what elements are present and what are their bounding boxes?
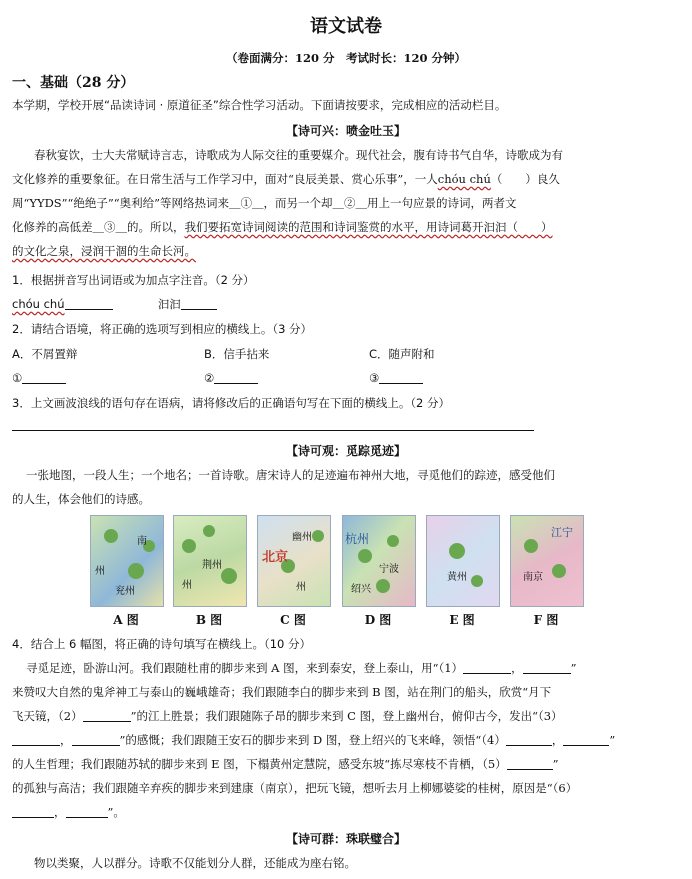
map-c bbox=[257, 515, 331, 607]
part2-line-2: 的人生，体会他们的诗感。 bbox=[12, 492, 150, 506]
pinyin-word: chóu chú bbox=[437, 172, 491, 186]
q2-blank-1[interactable] bbox=[22, 370, 66, 384]
map-c-place-1: 北京 bbox=[262, 550, 289, 565]
q4-line-4: ， ”的感慨；我们跟随王安石的脚步来到 D 图，登上绍兴的飞来峰，领悟“（4） ， ” bbox=[12, 732, 680, 748]
q4-blank-6a[interactable] bbox=[12, 804, 54, 818]
q4-line-1: 寻觅足迹，卧游山河。我们跟随杜甫的脚步来到 A 图，来到泰安，登上泰山，用“（1） ， ” bbox=[26, 661, 577, 675]
q4-line-2: 来赞叹大自然的鬼斧神工与泰山的巍峨雄奇；我们跟随李白的脚步来到 B 图，站在荆门的船头，欣赏“月下 bbox=[12, 685, 552, 699]
part1-line-5 bbox=[12, 243, 680, 259]
q4-text: 4．结合上 6 幅图，将正确的诗句填写在横线上。（10 分） bbox=[12, 637, 311, 651]
map-b bbox=[173, 515, 247, 607]
map-f-place-1: 江宁 bbox=[551, 526, 573, 539]
map-d-place-3: 绍兴 bbox=[351, 584, 371, 595]
q4-line-3 bbox=[12, 708, 680, 724]
part1-line-4 bbox=[12, 219, 680, 235]
map-d bbox=[342, 515, 416, 607]
q4-blank-1b[interactable] bbox=[523, 660, 571, 674]
q4-line-3-a: 飞天镜，（2） bbox=[12, 709, 83, 723]
map-b-place-2: 州 bbox=[182, 580, 192, 591]
map-f-place-2: 南京 bbox=[523, 572, 543, 583]
section-heading: 一、基础（28 分） bbox=[12, 75, 135, 91]
part1-line-2-text: 文化修养的重要象征。在日常生活与工作学习中，面对“良辰美景、赏心乐事”，一人 bbox=[12, 172, 438, 186]
q4-blank-3b[interactable] bbox=[72, 732, 120, 746]
map-d-place-1: 杭州 bbox=[345, 532, 370, 546]
q1-item-2: 汩汩 bbox=[157, 297, 181, 311]
map-f bbox=[510, 515, 584, 607]
q1-item-1: chóu chú bbox=[12, 297, 65, 311]
map-a-place-1: 南 bbox=[137, 536, 147, 547]
map-b-place-1: 荆州 bbox=[202, 560, 222, 571]
map-e bbox=[426, 515, 500, 607]
q4-blank-5[interactable] bbox=[507, 756, 553, 770]
q4-line-4-text: ”的感慨；我们跟随王安石的脚步来到 D 图，登上绍兴的飞来峰，领悟“（4） bbox=[119, 733, 506, 747]
map-c-label: C 图 bbox=[280, 613, 306, 627]
part3-title: 【诗可群：珠联璧合】 bbox=[285, 832, 406, 846]
q4-line-5-text: 的人生哲理；我们跟随苏轼的脚步来到 E 图，下榻黄州定慧院，感受东坡“拣尽寒枝不肯栖，（5） bbox=[12, 757, 507, 771]
map-d-label: D 图 bbox=[364, 613, 392, 627]
q4-line-7-text: ”。 bbox=[107, 805, 125, 819]
section-intro: 本学期，学校开展“品读诗词 · 原道征圣”综合性学习活动。下面请按要求，完成相应的活动栏目。 bbox=[12, 98, 507, 112]
q1-blank-2[interactable] bbox=[181, 296, 217, 310]
q4-blank-4a[interactable] bbox=[506, 732, 552, 746]
part2-title: 【诗可观：觅踪觅迹】 bbox=[285, 444, 406, 458]
q4-blank-4b[interactable] bbox=[563, 732, 609, 746]
q4-blank-3a[interactable] bbox=[12, 732, 60, 746]
map-e-label: E 图 bbox=[449, 613, 475, 627]
q4-line-6: 的孤独与高洁；我们跟随辛弃疾的脚步来到建康（南京），把玩飞镜，想听去月上柳娜婆娑的桂树，原因是“（6） bbox=[12, 781, 578, 795]
q2-blank-label-1: ① bbox=[12, 371, 23, 385]
q1-items bbox=[12, 296, 680, 312]
part1-title: 【诗可兴：喷金吐玉】 bbox=[285, 124, 406, 138]
map-a-place-3: 兖州 bbox=[115, 586, 135, 597]
q3-text: 3．上文画波浪线的语句存在语病，请将修改后的正确语句写在下面的横线上。（2 分） bbox=[12, 396, 451, 410]
map-a-place-2: 州 bbox=[95, 566, 105, 577]
part1-line-1: 春秋宴饮，士大夫常赋诗言志，诗歌成为人际交往的重要媒介。现代社会，腹有诗书气自华，诗歌成为有 bbox=[34, 148, 563, 162]
map-b-label: B 图 bbox=[195, 613, 223, 627]
map-e-place-1: 黄州 bbox=[447, 572, 467, 583]
wavy-sentence-end: 的文化之泉，浸润干涸的生命长河。 bbox=[12, 244, 196, 258]
q3-answer-line[interactable] bbox=[12, 430, 534, 431]
map-f-label: F 图 bbox=[533, 613, 559, 627]
map-c-place-3: 州 bbox=[296, 582, 306, 593]
q1-text: 1．根据拼音写出词语或为加点字注音。（2 分） bbox=[12, 273, 255, 287]
q2-blank-label-3: ③ bbox=[369, 371, 380, 385]
q4-blank-6b[interactable] bbox=[66, 804, 108, 818]
q2-option-b: B．信手拈来 bbox=[204, 347, 270, 361]
q4-blank-1a[interactable] bbox=[463, 660, 511, 674]
map-a bbox=[90, 515, 164, 607]
map-c-place-2: 幽州 bbox=[292, 532, 312, 543]
part1-line-2 bbox=[12, 171, 680, 187]
q2-option-a: A．不屑置辩 bbox=[12, 347, 78, 361]
q1-blank-1[interactable] bbox=[65, 296, 113, 310]
q2-text: 2．请结合语境，将正确的选项写到相应的横线上。（3 分） bbox=[12, 322, 313, 336]
q4-line-7: ， ”。 bbox=[12, 804, 680, 820]
part1-line-2-tail: （ ）良久 bbox=[490, 172, 560, 186]
q4-line-5: 的人生哲理；我们跟随苏轼的脚步来到 E 图，下榻黄州定慧院，感受东坡“拣尽寒枝不肯栖，（5） ” bbox=[12, 757, 559, 771]
map-d-place-2: 宁波 bbox=[379, 564, 399, 575]
q2-blank-3[interactable] bbox=[379, 370, 423, 384]
map-strip bbox=[90, 515, 590, 625]
q4-line-3-b: ”的江上胜景；我们跟随陈子昂的脚步来到 C 图，登上幽州台，俯仰古今，发出“（3） bbox=[130, 709, 563, 723]
q2-option-c: C．随声附和 bbox=[369, 347, 435, 361]
part3-line: 物以类聚，人以群分。诗歌不仅能划分人群，还能成为座右铭。 bbox=[34, 856, 356, 870]
q4-blank-2[interactable] bbox=[83, 708, 131, 722]
exam-subtitle: （卷面满分：120 分 考试时长：120 分钟） bbox=[225, 51, 466, 65]
map-a-label: A 图 bbox=[113, 613, 139, 627]
q2-blank-label-2: ② bbox=[204, 371, 215, 385]
part1-line-3: 周“YYDS”“绝绝子”“奥利给”等网络热词来＿①＿，而另一个却＿②＿用上一句应景的诗词，两者文 bbox=[12, 196, 517, 210]
q4-line-1-text: 寻觅足迹，卧游山河。我们跟随杜甫的脚步来到 A 图，来到泰安，登上泰山，用“（1） bbox=[26, 661, 464, 675]
q2-blank-2[interactable] bbox=[214, 370, 258, 384]
part2-line-1: 一张地图，一段人生；一个地名；一首诗歌。唐宋诗人的足迹遍布神州大地，寻觅他们的踪迹，感受他们 bbox=[26, 468, 555, 482]
part1-line-4-text: 化修养的高低差＿③＿的。所以， bbox=[12, 220, 185, 234]
wavy-sentence: 我们要拓宽诗词阅读的范围和诗词鉴赏的水平，用诗词葛开汩汩（ ） bbox=[184, 220, 553, 234]
page-title: 语文试卷 bbox=[310, 16, 382, 37]
